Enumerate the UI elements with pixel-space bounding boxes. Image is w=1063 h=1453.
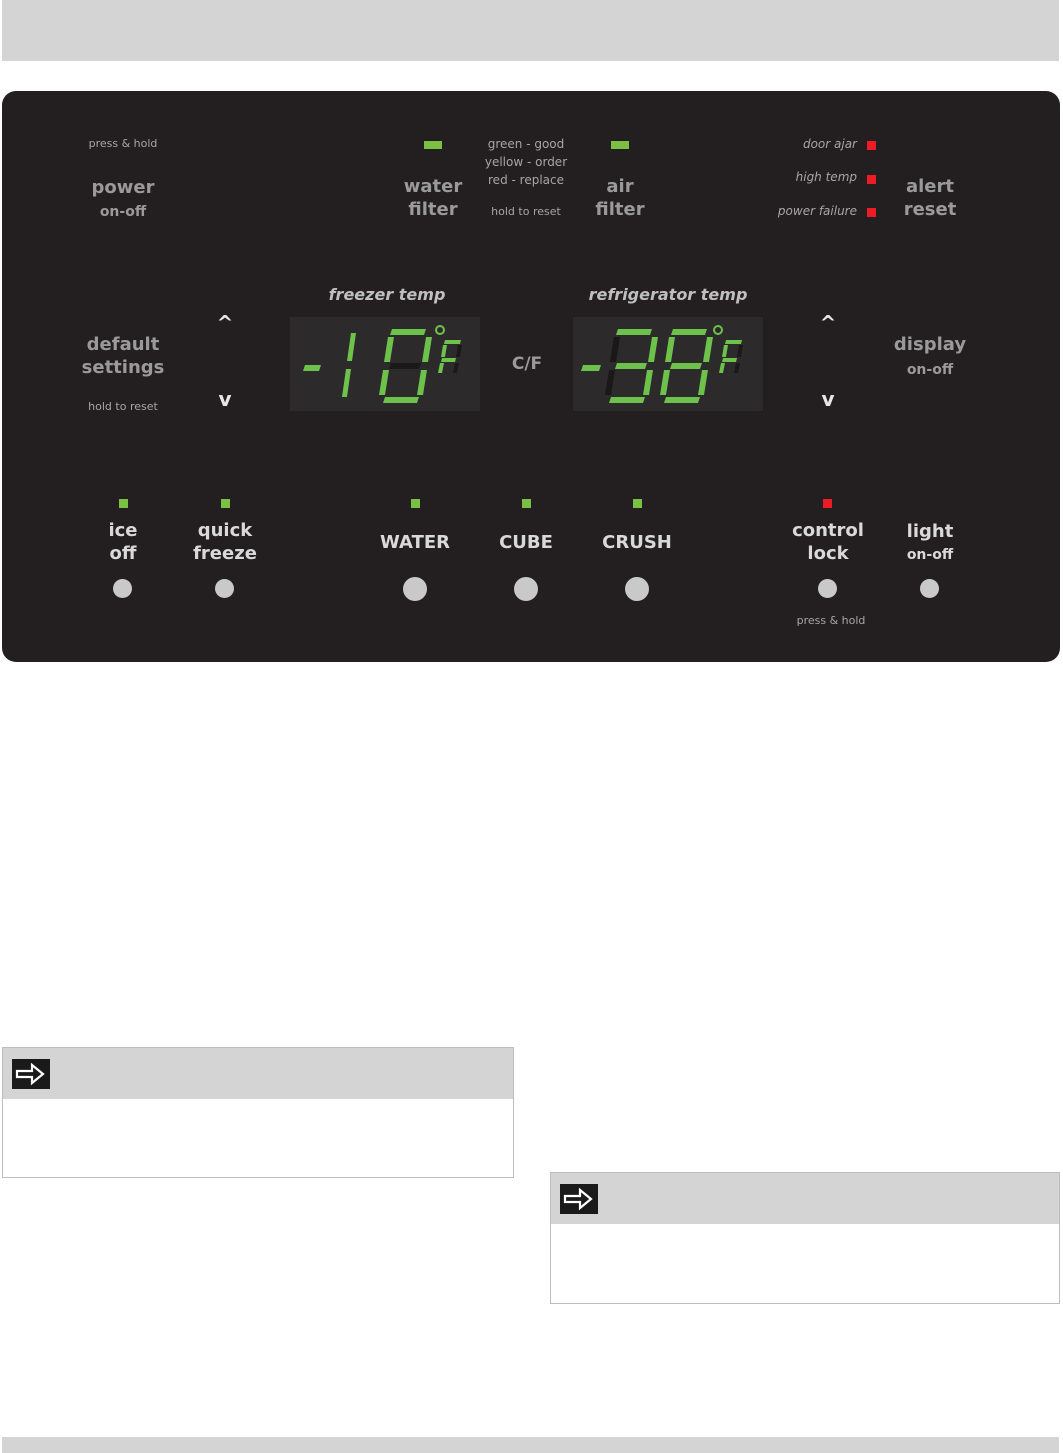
note-header-left — [3, 1048, 513, 1099]
air-filter-led — [611, 141, 629, 149]
control-lock-button[interactable] — [818, 579, 837, 598]
water-label: WATER — [379, 532, 450, 553]
legend-yellow: yellow - order — [484, 155, 568, 169]
control-lock-label-1: control — [792, 520, 864, 541]
water-filter-led — [424, 141, 442, 149]
control-lock-label-2: lock — [807, 543, 849, 564]
default-settings-label-1[interactable]: default — [86, 334, 160, 355]
legend-red: red - replace — [488, 173, 564, 187]
cf-label[interactable]: C/F — [511, 354, 543, 374]
note-box-left — [2, 1047, 514, 1178]
light-button[interactable] — [920, 579, 939, 598]
door-ajar-led — [867, 141, 876, 150]
refrigerator-up-arrow-icon[interactable]: ^ — [819, 311, 837, 335]
refrigerator-temp-display — [573, 317, 763, 411]
default-settings-label-2[interactable]: settings — [81, 357, 165, 378]
ice-off-label-1: ice — [108, 520, 138, 541]
water-led — [411, 499, 420, 508]
default-settings-hint: hold to reset — [88, 400, 158, 413]
cube-label: CUBE — [499, 532, 553, 553]
quick-freeze-button[interactable] — [215, 579, 234, 598]
refrigerator-temp-label: refrigerator temp — [588, 285, 748, 304]
refrigerator-digits-icon — [573, 317, 763, 411]
control-lock-hint: press & hold — [796, 614, 866, 627]
crush-label: CRUSH — [602, 532, 672, 553]
cube-led — [522, 499, 531, 508]
alert-door-ajar: door ajar — [802, 137, 857, 151]
water-button[interactable] — [403, 577, 427, 601]
light-label: light — [906, 521, 954, 542]
ice-off-led — [119, 499, 128, 508]
power-sub-label: on-off — [99, 204, 147, 220]
alert-reset-label-1[interactable]: alert — [905, 176, 954, 197]
water-filter-label-2[interactable]: filter — [408, 199, 458, 220]
air-filter-label-2[interactable]: filter — [595, 199, 645, 220]
arrow-right-icon — [560, 1184, 598, 1214]
alert-reset-label-2[interactable]: reset — [903, 199, 957, 220]
alert-power-failure: power failure — [777, 204, 857, 218]
air-filter-label-1[interactable]: air — [606, 176, 634, 197]
note-header-right — [551, 1173, 1059, 1224]
crush-button[interactable] — [625, 577, 649, 601]
legend-hold-to-reset: hold to reset — [491, 205, 561, 218]
freezer-temp-label: freezer temp — [328, 285, 446, 304]
refrigerator-down-arrow-icon[interactable]: v — [821, 387, 835, 411]
control-panel — [2, 91, 1060, 662]
light-sub-label: on-off — [906, 547, 954, 563]
alert-high-temp: high temp — [795, 170, 857, 184]
ice-off-label-2: off — [109, 543, 137, 564]
freezer-up-arrow-icon[interactable]: ^ — [216, 311, 234, 335]
footer-band — [2, 1437, 1059, 1453]
freezer-temp-display — [290, 317, 480, 411]
power-hint: press & hold — [88, 137, 158, 150]
quick-freeze-label-1: quick — [197, 520, 253, 541]
cube-button[interactable] — [514, 577, 538, 601]
ice-off-button[interactable] — [113, 579, 132, 598]
water-filter-label-1[interactable]: water — [403, 176, 463, 197]
display-label[interactable]: display — [893, 334, 967, 355]
quick-freeze-label-2: freeze — [193, 543, 257, 564]
freezer-down-arrow-icon[interactable]: v — [218, 387, 232, 411]
high-temp-led — [867, 175, 876, 184]
power-failure-led — [867, 208, 876, 217]
display-sub-label: on-off — [906, 362, 954, 378]
arrow-right-icon — [12, 1059, 50, 1089]
legend-green: green - good — [487, 137, 565, 151]
crush-led — [633, 499, 642, 508]
power-label[interactable]: power — [91, 177, 155, 198]
header-band — [2, 0, 1059, 61]
control-lock-led — [823, 499, 832, 508]
note-box-right — [550, 1172, 1060, 1304]
quick-freeze-led — [221, 499, 230, 508]
freezer-digits-icon — [290, 317, 480, 411]
